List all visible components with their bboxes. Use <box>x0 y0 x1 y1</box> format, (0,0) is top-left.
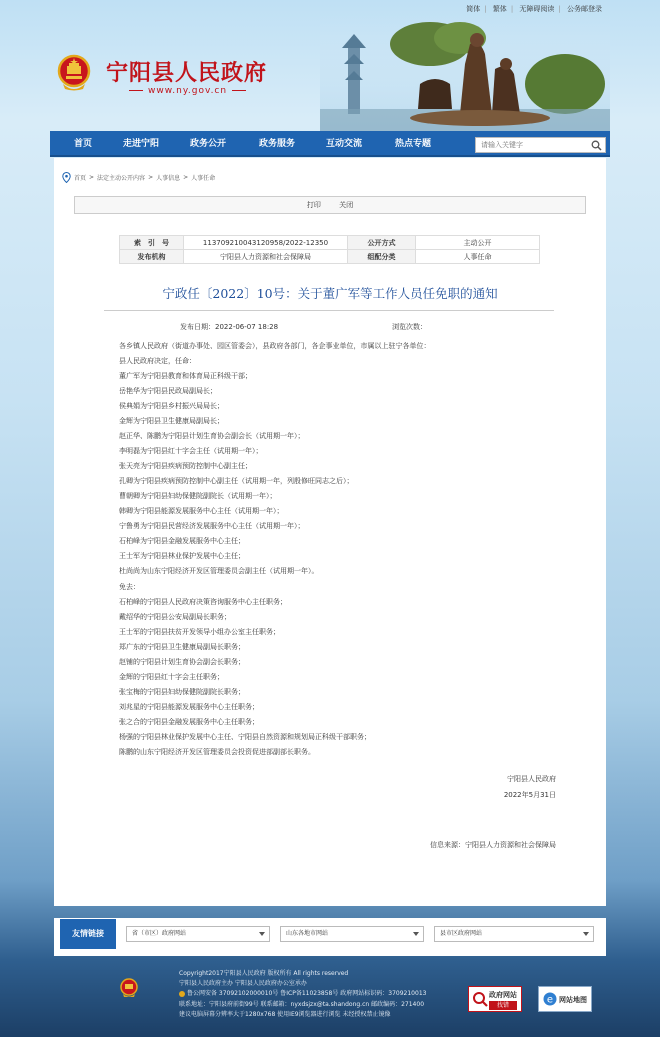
select-county-sites-value: 县市区政府网站 <box>440 930 483 937</box>
article-paragraph: 免去： <box>119 582 140 591</box>
nav-hot-topics[interactable]: 热点专题 <box>395 139 432 149</box>
meta-table <box>119 235 540 264</box>
print-button[interactable]: 打印 <box>306 201 321 209</box>
select-province-sites[interactable] <box>126 926 270 942</box>
header-banner <box>0 14 660 132</box>
site-url: www.ny.gov.cn <box>124 86 251 96</box>
article-paragraph: 韩卿为宁阳县能源发展服务中心主任（试用期一年）； <box>119 507 284 516</box>
article-paragraph: 刘兆星的宁阳县能源发展服务中心主任职务； <box>119 702 259 711</box>
select-county-sites[interactable] <box>434 926 594 942</box>
article-paragraph: 郑广东的宁阳县卫生健康局副局长职务； <box>119 642 245 651</box>
meta-open-value: 主动公开 <box>416 236 540 250</box>
top-link-accessible[interactable]: 无障碍阅读 <box>519 5 555 13</box>
nav-gov-services[interactable]: 政务服务 <box>259 139 296 149</box>
meta-category-label: 组配分类 <box>348 250 416 264</box>
article-paragraph: 侯典娟为宁阳县乡村振兴局局长； <box>119 402 224 411</box>
breadcrumb: 首页 > 法定主动公开内容 > 人事信息 > 人事任命 <box>62 172 215 183</box>
meta-index-value: 113709210043120958/2022-12350 <box>184 236 348 250</box>
article-paragraph: 杜尚尚为山东宁阳经济开发区管理委员会副主任（试用期一年）。 <box>119 567 319 576</box>
location-pin-icon <box>62 172 71 183</box>
article-paragraph: 陈鹏的山东宁阳经济开发区管理委员会投资促进部副部长职务。 <box>119 747 315 756</box>
footer-contact: 联系地址：宁阳县府前街99号 联系邮箱：nyxdsjzx@ta.shandong.cn 邮政编码：271400 <box>179 1000 425 1008</box>
banner-scenery-image <box>320 14 610 132</box>
title-divider <box>104 310 554 311</box>
friend-links-label: 友情链接 <box>60 919 116 949</box>
article-paragraph: 李明磊为宁阳县红十字会主任（试用期一年）； <box>119 447 263 456</box>
select-city-sites-value: 山东各地市网站 <box>286 930 329 937</box>
nav-home[interactable]: 首页 <box>74 139 93 149</box>
chevron-down-icon <box>413 932 419 936</box>
footer-copyright: Copyright2017宁阳县人民政府 版权所有 All rights reserved <box>179 970 349 977</box>
meta-category-value: 人事任命 <box>416 250 540 264</box>
article-paragraph: 张天亮为宁阳县疾病预防控制中心副主任； <box>119 462 252 471</box>
main-content <box>54 158 606 906</box>
national-emblem-icon <box>57 54 91 92</box>
article-paragraph: 王士军为宁阳县林业保护发展中心主任； <box>119 552 245 561</box>
footer-registration-text: 鲁公网安备 37092102000010号 鲁ICP备11023858号 政府网站标识码：3709210013 <box>187 990 427 998</box>
breadcrumb-home[interactable]: 首页 <box>74 175 87 182</box>
magnifier-icon <box>472 991 488 1007</box>
article-paragraph: 杨强的宁阳县林业保护发展中心主任、宁阳县自然资源和规划局正科级干部职务； <box>119 732 371 741</box>
article-body <box>119 339 559 760</box>
ie-globe-icon <box>542 991 558 1007</box>
meta-publisher-label: 发布机构 <box>120 250 184 264</box>
publish-date: 发布日期：2022-06-07 18:28 <box>180 323 279 331</box>
article-paragraph: 石柏峰的宁阳县人民政府决策咨询服务中心主任职务； <box>119 597 287 606</box>
police-badge-icon <box>179 991 185 997</box>
gov-site-error-report-button[interactable] <box>468 986 522 1012</box>
top-links: 简体 | 繁体 | 无障碍阅读 | 公务邮登录 <box>466 5 602 13</box>
select-province-sites-value: 省（市区）政府网站 <box>132 930 187 937</box>
footer-info <box>179 969 479 1020</box>
article-paragraph: 张宝梅的宁阳县妇幼保健院副院长职务； <box>119 687 245 696</box>
breadcrumb-personnel-info[interactable]: 人事信息 <box>156 175 181 182</box>
article-title: 宁政任〔2022〕10号：关于董广军等工作人员任免职的通知 <box>162 286 498 301</box>
article-paragraph: 张之合的宁阳县金融发展服务中心主任职务； <box>119 717 259 726</box>
footer-browser-note: 建议电脑屏幕分辨率大于1280x768 使用IE9浏览器进行浏览 未经授权禁止镜像 <box>179 1010 391 1018</box>
article-paragraph: 王士军的宁阳县扶贫开发领导小组办公室主任职务； <box>119 627 280 636</box>
close-button[interactable]: 关闭 <box>339 201 354 209</box>
article-paragraph: 宁鲁勇为宁阳县民营经济发展服务中心主任（试用期一年）； <box>119 522 305 531</box>
footer <box>54 960 606 1037</box>
select-city-sites[interactable] <box>280 926 424 942</box>
signature-date: 2022年5月31日 <box>503 791 556 799</box>
article-paragraph: 县人民政府决定，任命： <box>119 357 196 366</box>
search-box <box>475 137 606 153</box>
view-count: 浏览次数： <box>392 323 427 331</box>
info-source: 信息来源：宁阳县人力资源和社会保障局 <box>430 841 556 849</box>
chevron-down-icon <box>583 932 589 936</box>
nav-interaction[interactable]: 互动交流 <box>326 139 363 149</box>
article-toolbar <box>74 196 586 214</box>
article-paragraph: 赵正华、陈鹏为宁阳县计划生育协会副会长（试用期一年）； <box>119 432 305 441</box>
search-input[interactable] <box>476 138 588 152</box>
error-badge-line1: 政府网站 <box>489 991 517 999</box>
site-map-label: 网站地图 <box>559 996 587 1004</box>
error-badge-line2: 找错 <box>489 1001 517 1010</box>
article-paragraph: 董广军为宁阳县教育和体育局正科级干部； <box>119 372 252 381</box>
meta-open-label: 公开方式 <box>348 236 416 250</box>
top-link-simplified[interactable]: 简体 <box>466 5 481 13</box>
search-icon[interactable] <box>591 140 602 151</box>
article-paragraph: 戴绍华的宁阳县公安局副局长职务； <box>119 612 231 621</box>
nav-about-ningyang[interactable]: 走进宁阳 <box>123 139 160 149</box>
article-paragraph: 曹朝卿为宁阳县妇幼保健院副院长（试用期一年）； <box>119 492 277 501</box>
chevron-down-icon <box>259 932 265 936</box>
article-paragraph: 各乡镇人民政府（街道办事处、园区管委会），县政府各部门，各企事业单位，市属以上驻宁各单位： <box>119 342 431 350</box>
article-paragraph: 石柏峰为宁阳县金融发展服务中心主任； <box>119 537 245 546</box>
meta-index-label: 索 引 号 <box>120 236 184 250</box>
article-paragraph: 金辉的宁阳县红十字会主任职务； <box>119 672 224 681</box>
breadcrumb-open-content[interactable]: 法定主动公开内容 <box>97 175 146 182</box>
site-map-button[interactable] <box>538 986 592 1012</box>
site-title: 宁阳县人民政府 <box>106 60 268 86</box>
breadcrumb-appointments[interactable]: 人事任命 <box>191 175 216 182</box>
nav-gov-affairs[interactable]: 政务公开 <box>190 139 227 149</box>
meta-publisher-value: 宁阳县人力资源和社会保障局 <box>184 250 348 264</box>
footer-registration <box>179 989 479 999</box>
footer-organizer: 宁阳县人民政府主办 宁阳县人民政府办公室承办 <box>179 980 307 988</box>
article-paragraph: 岳艳华为宁阳县民政局副局长； <box>119 387 217 396</box>
svg-text:e: e <box>546 994 554 1006</box>
top-link-traditional[interactable]: 繁体 <box>492 5 507 13</box>
signature-org: 宁阳县人民政府 <box>507 775 556 783</box>
top-link-mail-login[interactable]: 公务邮登录 <box>567 5 602 13</box>
article-paragraph: 金辉为宁阳县卫生健康局副局长； <box>119 417 224 426</box>
article-paragraph: 孔卿为宁阳县疾病预防控制中心副主任（试用期一年，列殷修旺同志之后）； <box>119 477 354 486</box>
friend-links-bar <box>54 918 606 956</box>
national-emblem-icon <box>120 978 138 998</box>
article-paragraph: 赵铺的宁阳县计划生育协会副会长职务； <box>119 657 245 666</box>
